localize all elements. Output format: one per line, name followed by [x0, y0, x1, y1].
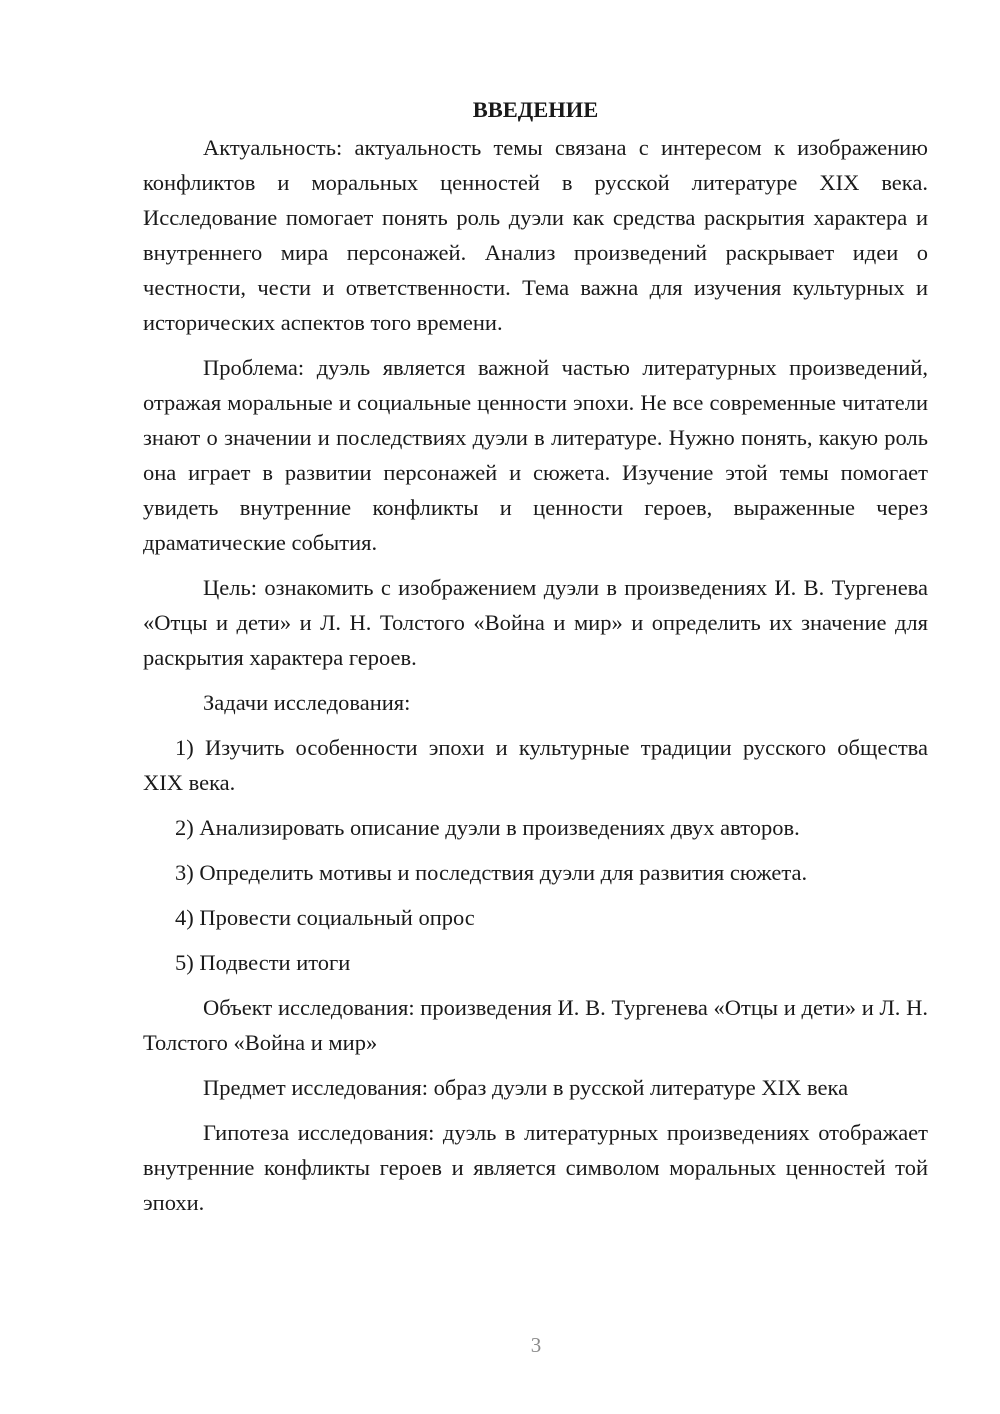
- object-paragraph: Объект исследования: произведения И. В. Тургенева «Отцы и дети» и Л. Н. Толстого «Война и мир»: [143, 995, 928, 1055]
- task-item: 4) Провести социальный опрос: [175, 905, 475, 930]
- problem-paragraph: Проблема: дуэль является важной частью литературных произведений, отражая моральные и социальные ценности эпохи. Не все современные читатели знают о значении и последствиях дуэли в литературе. Нужно понять, какую роль она играет в развитии персонажей и сюжета. Изучение этой темы помогает увидеть внутренние конфликты и ценности героев, выраженные через драматические события.: [143, 355, 928, 555]
- task-item: 5) Подвести итоги: [175, 950, 351, 975]
- tasks-heading: Задачи исследования:: [203, 690, 411, 715]
- task-item: 3) Определить мотивы и последствия дуэли для развития сюжета.: [175, 860, 808, 885]
- goal-paragraph: Цель: ознакомить с изображением дуэли в произведениях И. В. Тургенева «Отцы и дети» и Л. Н. Толстого «Война и мир» и определить их значение для раскрытия характера героев.: [143, 575, 928, 670]
- page-number: 3: [530, 1333, 542, 1357]
- hypothesis-paragraph: Гипотеза исследования: дуэль в литературных произведениях отображает внутренние конфликты героев и является символом моральных ценностей той эпохи.: [143, 1120, 928, 1215]
- task-item: 2) Анализировать описание дуэли в произведениях двух авторов.: [175, 815, 800, 840]
- section-title: ВВЕДЕНИЕ: [472, 97, 599, 122]
- task-item: 1) Изучить особенности эпохи и культурные традиции русского общества XIX века.: [143, 735, 928, 795]
- subject-paragraph: Предмет исследования: образ дуэли в русской литературе XIX века: [203, 1075, 849, 1100]
- relevance-paragraph: Актуальность: актуальность темы связана с интересом к изображению конфликтов и моральных ценностей в русской литературе XIX века. Исследование помогает понять роль дуэли как средства раскрытия характера и внутреннего мира персонажей. Анализ произведений раскрывает идеи о честности, чести и ответственности. Тема важна для изучения культурных и исторических аспектов того времени.: [143, 135, 928, 335]
- document-page: [143, 92, 928, 1230]
